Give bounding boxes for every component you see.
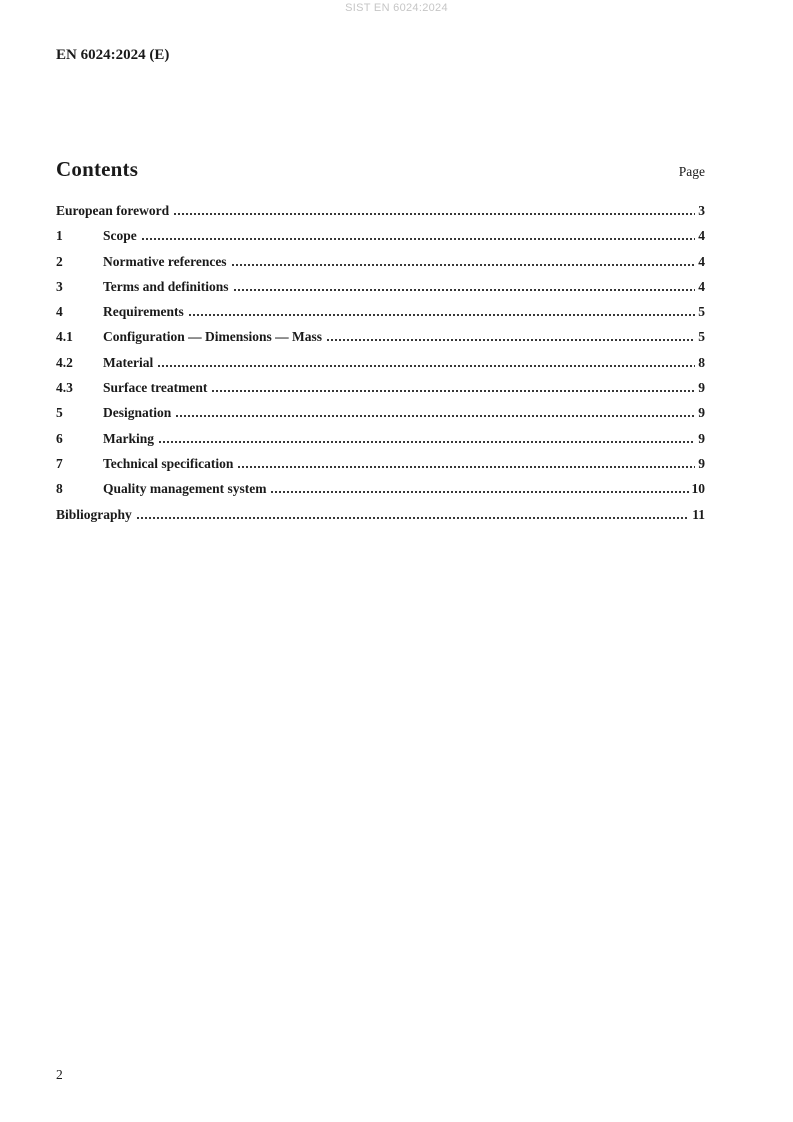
- toc-entry-page: 8: [698, 354, 705, 370]
- toc-entry-number: 4.3: [56, 380, 73, 396]
- toc-row: [56, 228, 705, 253]
- toc-entry-number: 5: [56, 405, 63, 421]
- toc-row: [56, 456, 705, 481]
- toc-entry-page: 11: [692, 506, 705, 522]
- toc-entry-page: 9: [698, 430, 705, 446]
- toc-leader-dots: [136, 517, 689, 519]
- page-column-label: Page: [678, 164, 705, 179]
- toc-entry-title: Designation: [103, 405, 172, 421]
- toc-entry-number: 1: [56, 228, 63, 244]
- toc-row: [56, 329, 705, 354]
- toc-row: [56, 380, 705, 405]
- toc-leader-dots: [231, 264, 696, 266]
- toc-entry-title: Terms and definitions: [103, 278, 229, 294]
- contents-heading: Contents: [56, 157, 139, 181]
- toc-entry-page: 4: [698, 278, 705, 294]
- contents-header-row: [56, 157, 705, 182]
- toc-entry-page: 9: [698, 405, 705, 421]
- toc-entry-number: 8: [56, 481, 63, 497]
- toc-leader-dots: [175, 415, 695, 417]
- toc-entry-title: Configuration — Dimensions — Mass: [103, 329, 323, 345]
- toc-entry-page: 10: [691, 481, 705, 497]
- toc-entry-title: Technical specification: [103, 455, 234, 471]
- document-reference-header: EN 6024:2024 (E): [56, 47, 170, 63]
- toc-leader-dots: [211, 390, 695, 392]
- toc-entry-page: 3: [698, 203, 705, 218]
- toc-row: [56, 203, 705, 228]
- toc-entry-number: 7: [56, 455, 63, 471]
- toc-list: [56, 203, 705, 532]
- toc-entry-title: Bibliography: [56, 506, 132, 522]
- toc-entry-number: 4.1: [56, 329, 73, 345]
- toc-leader-dots: [141, 238, 696, 240]
- toc-row: [56, 304, 705, 329]
- toc-row: [56, 507, 705, 532]
- toc-leader-dots: [237, 466, 695, 468]
- toc-entry-title: Surface treatment: [103, 380, 208, 396]
- toc-entry-page: 5: [698, 329, 705, 345]
- toc-entry-title: European foreword: [56, 203, 170, 218]
- toc-row: [56, 355, 705, 380]
- toc-leader-dots: [270, 491, 688, 493]
- toc-entry-number: 4.2: [56, 354, 73, 370]
- toc-row: [56, 431, 705, 456]
- footer-page-number: 2: [56, 1067, 63, 1082]
- toc-entry-title: Material: [103, 354, 154, 370]
- toc-leader-dots: [233, 289, 696, 291]
- toc-row: [56, 254, 705, 279]
- toc-leader-dots: [173, 213, 695, 215]
- toc-entry-number: 3: [56, 278, 63, 294]
- toc-leader-dots: [188, 314, 696, 316]
- toc-entry-page: 9: [698, 455, 705, 471]
- toc-entry-page: 4: [698, 228, 705, 244]
- toc-leader-dots: [157, 365, 695, 367]
- toc-row: [56, 279, 705, 304]
- toc-entry-number: 2: [56, 253, 63, 269]
- toc-entry-title: Requirements: [103, 304, 184, 320]
- toc-entry-page: 5: [698, 304, 705, 320]
- toc-entry-title: Normative references: [103, 253, 227, 269]
- toc-row: [56, 481, 705, 506]
- toc-leader-dots: [326, 339, 695, 341]
- toc-entry-title: Scope: [103, 228, 137, 244]
- toc-leader-dots: [158, 441, 695, 443]
- watermark-text: SIST EN 6024:2024: [345, 2, 448, 14]
- toc-entry-page: 4: [698, 253, 705, 269]
- toc-entry-title: Quality management system: [103, 481, 267, 497]
- toc-entry-number: 6: [56, 430, 63, 446]
- toc-entry-title: Marking: [103, 430, 155, 446]
- toc-row: [56, 405, 705, 430]
- toc-entry-number: 4: [56, 304, 63, 320]
- toc-entry-page: 9: [698, 380, 705, 396]
